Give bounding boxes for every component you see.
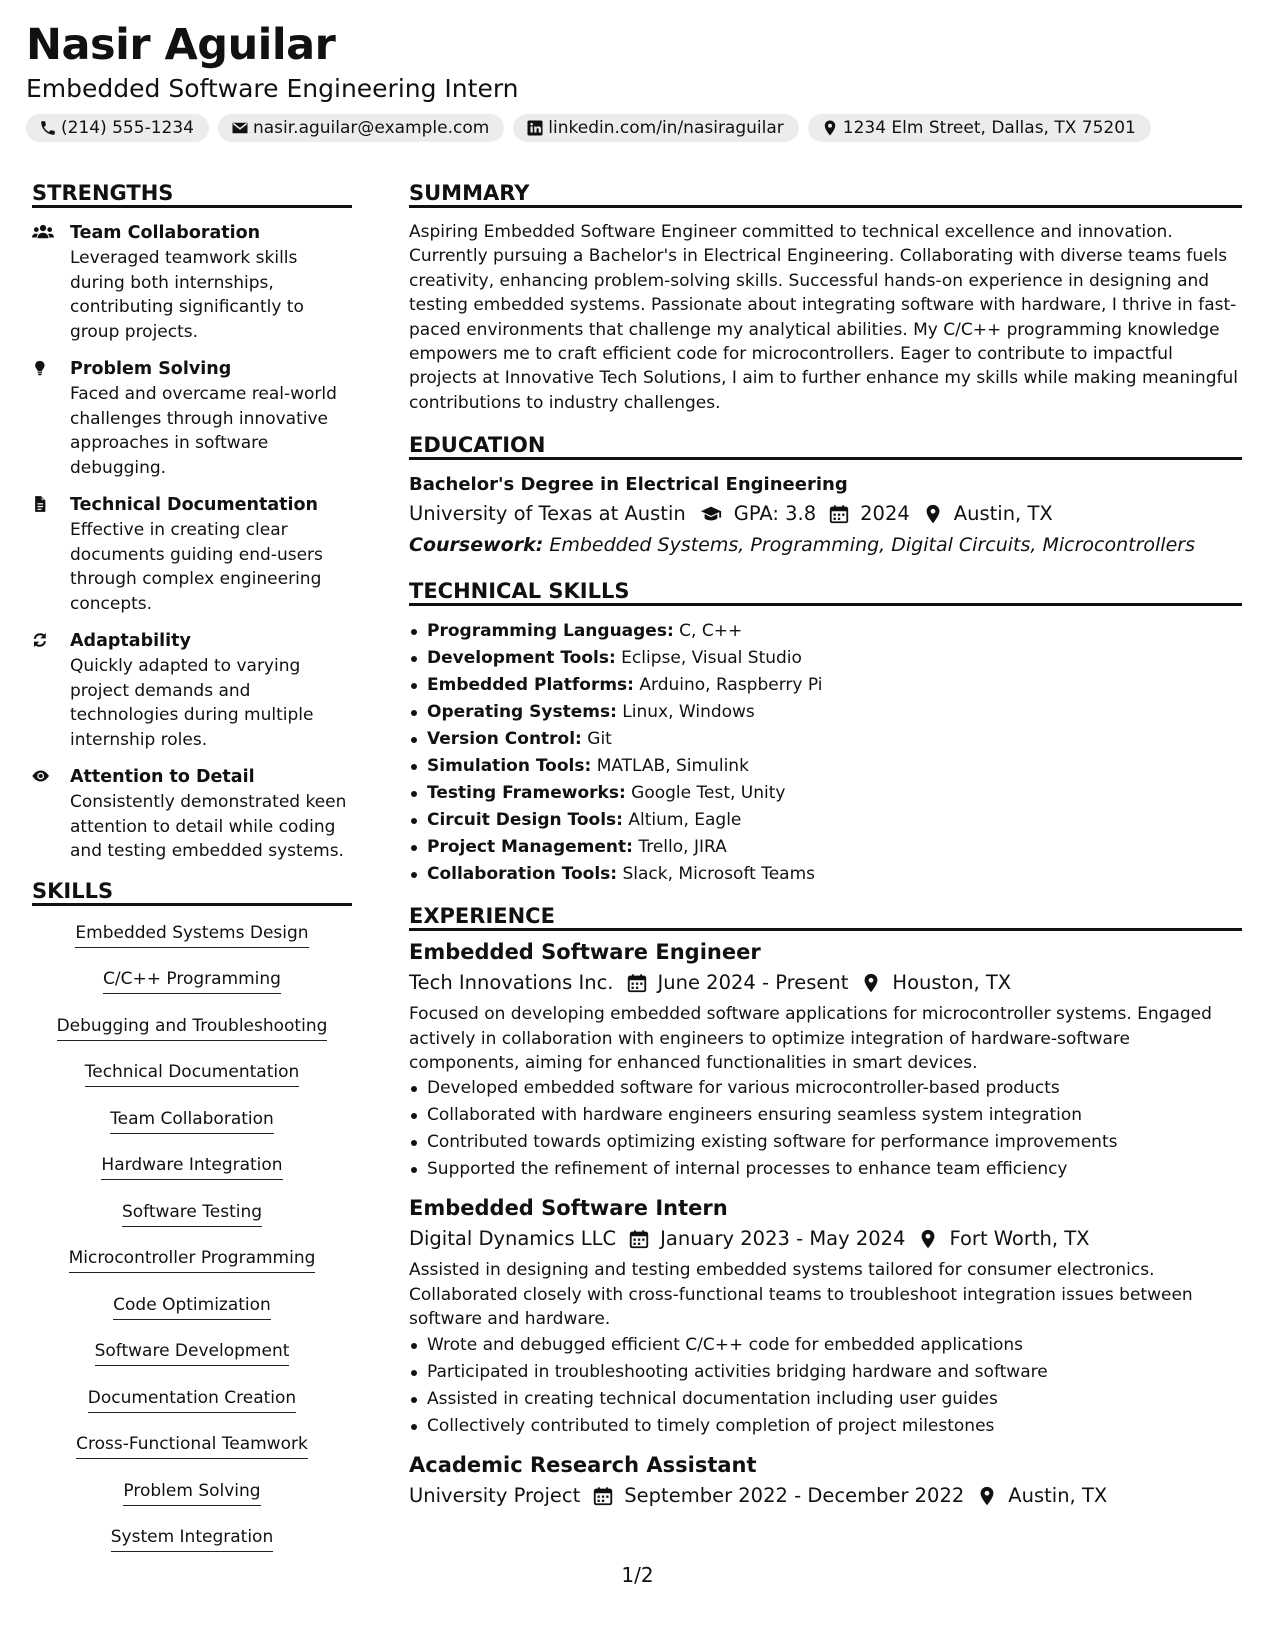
job-title: Embedded Software Engineer — [409, 940, 761, 965]
coursework-label: Coursework: — [409, 534, 544, 557]
strength-title: Attention to Detail — [70, 767, 255, 787]
location-pin-icon — [976, 1485, 998, 1507]
contact-phone-text: (214) 555-1234 — [61, 118, 194, 138]
sync-icon — [32, 630, 54, 650]
skill-tag: C/C++ Programming — [103, 966, 281, 994]
list-item: Participated in troubleshooting activities bridging hardware and software — [409, 1359, 1242, 1386]
skill-tag: Team Collaboration — [110, 1106, 274, 1134]
lightbulb-icon — [32, 358, 54, 378]
skill-tag: System Integration — [111, 1524, 273, 1552]
job-dates: January 2023 - May 2024 — [660, 1227, 906, 1251]
list-item: Collectively contributed to timely completion of project milestones — [409, 1413, 1242, 1440]
contact-phone[interactable] — [26, 114, 209, 142]
skill-tag: Code Optimization — [113, 1292, 271, 1320]
strength-item — [32, 628, 352, 752]
gpa-text: GPA: 3.8 — [733, 502, 817, 526]
strength-desc: Faced and overcame real-world challenges through innovative approaches in software debugging. — [70, 384, 337, 478]
calendar-icon — [592, 1485, 614, 1507]
list-item: Project Management: Trello, JIRA — [409, 834, 1242, 861]
strength-desc: Consistently demonstrated keen attention to detail while coding and testing embedded systems. — [70, 792, 347, 861]
list-item: Collaboration Tools: Slack, Microsoft Teams — [409, 861, 1242, 888]
job-title: Embedded Software Intern — [409, 1196, 728, 1221]
job-location: Austin, TX — [1008, 1483, 1108, 1507]
document-icon — [32, 494, 54, 514]
strength-desc: Effective in creating clear documents guiding end-users through complex engineering concepts. — [70, 520, 323, 614]
location-pin-icon — [860, 972, 882, 994]
job-description: Assisted in designing and testing embedded systems tailored for consumer electronics. Collaborated closely with cross-functional teams to troubleshoot integration issues between software and hardware. — [409, 1260, 1193, 1330]
strength-item — [32, 492, 352, 616]
contact-address-text: 1234 Elm Street, Dallas, TX 75201 — [842, 118, 1136, 138]
list-item: Supported the refinement of internal processes to enhance team efficiency — [409, 1156, 1242, 1183]
school-location: Austin, TX — [953, 502, 1053, 526]
job-dates: June 2024 - Present — [657, 971, 849, 995]
list-item: Development Tools: Eclipse, Visual Studio — [409, 645, 1242, 672]
list-item: Simulation Tools: MATLAB, Simulink — [409, 753, 1242, 780]
company-name: Tech Innovations Inc. — [409, 971, 614, 995]
experience-heading: EXPERIENCE — [409, 901, 1242, 931]
graduation-cap-icon — [698, 503, 724, 525]
strength-item — [32, 764, 352, 864]
education-meta — [409, 498, 1242, 530]
strength-title: Team Collaboration — [70, 223, 261, 243]
contact-email[interactable] — [218, 114, 504, 142]
calendar-icon — [628, 1228, 650, 1250]
strengths-heading: STRENGTHS — [32, 178, 352, 208]
job-entry — [409, 937, 1242, 1183]
skill-tag: Cross-Functional Teamwork — [76, 1431, 308, 1459]
company-name: Digital Dynamics LLC — [409, 1227, 617, 1251]
job-location: Fort Worth, TX — [949, 1227, 1090, 1251]
job-title: Academic Research Assistant — [409, 1452, 757, 1477]
strength-item — [32, 356, 352, 480]
company-name: University Project — [409, 1483, 581, 1507]
strength-desc: Leveraged teamwork skills during both internships, contributing significantly to group projects. — [70, 248, 304, 342]
skills-heading: SKILLS — [32, 876, 352, 906]
school-name: University of Texas at Austin — [409, 502, 686, 526]
skill-tag: Debugging and Troubleshooting — [57, 1013, 328, 1041]
coursework-line — [409, 530, 1242, 560]
skill-tag: Microcontroller Programming — [69, 1245, 316, 1273]
contact-bar — [26, 114, 1151, 142]
job-meta — [409, 967, 1242, 999]
strength-title: Problem Solving — [70, 359, 232, 379]
degree-title: Bachelor's Degree in Electrical Engineering — [409, 474, 848, 496]
job-entry — [409, 1193, 1242, 1439]
list-item: Developed embedded software for various microcontroller-based products — [409, 1075, 1242, 1102]
list-item: Contributed towards optimizing existing software for performance improvements — [409, 1129, 1242, 1156]
contact-email-text: nasir.aguilar@example.com — [252, 118, 490, 138]
coursework-text: Embedded Systems, Programming, Digital Circuits, Microcontrollers — [549, 534, 1195, 557]
users-icon — [32, 222, 54, 242]
envelope-icon — [231, 119, 249, 137]
list-item: Programming Languages: C, C++ — [409, 618, 1242, 645]
job-dates: September 2022 - December 2022 — [624, 1483, 965, 1507]
summary-text: Aspiring Embedded Software Engineer committed to technical excellence and innovation. Currently pursuing a Bachelor's in Electrical Engineering. Collaborating with diverse teams fuels creativity, enhancing problem-solving skills. Successful hands-on experience in designing and testing embedded systems. Passionate about integrating software with hardware, I thrive in fast-paced environments that challenge my analytical abilities. My C/C++ programming knowledge empowers me to craft efficient code for microcontrollers. Eager to contribute to impactful projects at Innovative Tech Solutions, I aim to further enhance my skills while making meaningful contributions to industry challenges. — [409, 222, 1238, 413]
technical-skills-list — [409, 618, 1242, 888]
right-column — [409, 178, 1242, 1522]
technical-skills-heading: TECHNICAL SKILLS — [409, 576, 1242, 606]
list-item: Operating Systems: Linux, Windows — [409, 699, 1242, 726]
job-location: Houston, TX — [892, 971, 1012, 995]
contact-linkedin[interactable] — [513, 114, 798, 142]
location-pin-icon — [821, 119, 839, 137]
list-item: Wrote and debugged efficient C/C++ code for embedded applications — [409, 1332, 1242, 1359]
job-bullets — [409, 1332, 1242, 1440]
calendar-icon — [828, 503, 850, 525]
skill-tag: Problem Solving — [123, 1478, 260, 1506]
list-item: Circuit Design Tools: Altium, Eagle — [409, 807, 1242, 834]
page-number: 1/2 — [621, 1563, 654, 1587]
location-pin-icon — [917, 1228, 939, 1250]
location-pin-icon — [922, 503, 944, 525]
left-column — [32, 178, 352, 1571]
list-item: Collaborated with hardware engineers ensuring seamless system integration — [409, 1102, 1242, 1129]
job-meta — [409, 1480, 1242, 1512]
list-item: Version Control: Git — [409, 726, 1242, 753]
contact-address — [808, 114, 1151, 142]
skill-tag: Embedded Systems Design — [75, 920, 308, 948]
strength-item — [32, 220, 352, 344]
summary-heading: SUMMARY — [409, 178, 1242, 208]
skill-tag: Documentation Creation — [88, 1385, 296, 1413]
skills-list — [32, 920, 352, 1571]
candidate-headline: Embedded Software Engineering Intern — [26, 74, 519, 103]
job-meta — [409, 1223, 1242, 1255]
skill-tag: Hardware Integration — [101, 1152, 282, 1180]
strength-desc: Quickly adapted to varying project demands and technologies during multiple internship roles. — [70, 656, 314, 750]
candidate-name: Nasir Aguilar — [26, 20, 336, 70]
linkedin-icon — [526, 119, 544, 137]
skill-tag: Technical Documentation — [85, 1059, 300, 1087]
strength-title: Technical Documentation — [70, 495, 319, 515]
graduation-year: 2024 — [860, 502, 910, 526]
eye-icon — [32, 766, 54, 786]
strength-title: Adaptability — [70, 631, 191, 651]
list-item: Embedded Platforms: Arduino, Raspberry Pi — [409, 672, 1242, 699]
calendar-icon — [626, 972, 648, 994]
job-entry — [409, 1450, 1242, 1512]
list-item: Assisted in creating technical documentation including user guides — [409, 1386, 1242, 1413]
education-heading: EDUCATION — [409, 430, 1242, 460]
phone-icon — [39, 119, 57, 137]
job-description: Focused on developing embedded software applications for microcontroller systems. Engaged actively in collaboration with engineers to optimize integration of hardware-software components, aiming for enhanced functionalities in smart devices. — [409, 1004, 1212, 1074]
skill-tag: Software Development — [95, 1338, 290, 1366]
contact-linkedin-text: linkedin.com/in/nasiraguilar — [548, 118, 784, 138]
job-bullets — [409, 1075, 1242, 1183]
list-item: Testing Frameworks: Google Test, Unity — [409, 780, 1242, 807]
skill-tag: Software Testing — [122, 1199, 262, 1227]
